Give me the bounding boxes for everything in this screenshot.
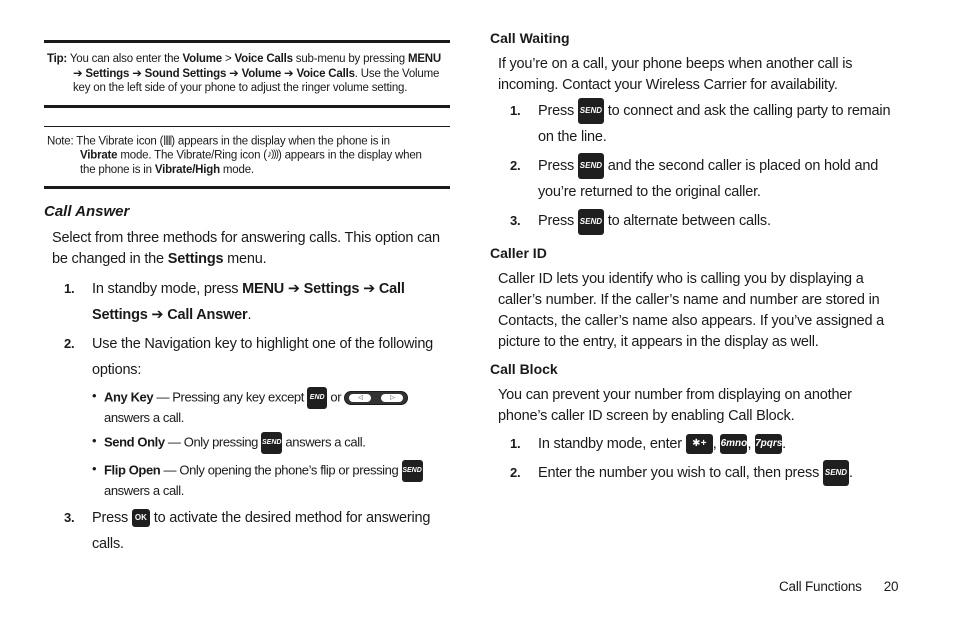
- option-text: or: [327, 389, 345, 404]
- seven-key-icon: 7pqrs: [755, 434, 782, 454]
- tip-label: Tip:: [47, 53, 68, 65]
- step-number: 1.: [510, 103, 521, 118]
- note-line-3: [47, 163, 450, 178]
- option-text: — Only pressing: [164, 434, 262, 449]
- vibrate-icon: |||||: [163, 134, 172, 146]
- step-number: 2.: [510, 158, 521, 174]
- volume-key-icon: ◁ ▷: [344, 391, 408, 405]
- tip-text: >: [221, 53, 235, 65]
- call-answer-steps: [44, 276, 450, 383]
- option-name: Send Only: [104, 434, 165, 449]
- ok-key-icon: OK: [132, 509, 150, 527]
- note-text: ) appears in the display when the phone is in: [171, 134, 390, 147]
- step-text: In standby mode, enter: [538, 435, 686, 452]
- tip-text: . Use the Volume: [354, 67, 440, 80]
- vibrate-ring-icon: ♪))): [266, 149, 278, 161]
- call-answer-heading: Call Answer: [44, 202, 130, 220]
- step-text: Enter the number you wish to call, then press: [538, 464, 823, 481]
- note-text: the phone is in: [80, 164, 155, 177]
- send-key-icon: SEND: [261, 432, 282, 454]
- option-text: answers a call.: [104, 409, 184, 425]
- star-key-icon: ✱+: [686, 434, 713, 454]
- call-block-intro: You can prevent your number from displaying on another phone’s caller ID screen by enabling Call Block.: [498, 386, 852, 424]
- step-text: Use the Navigation key to highlight one of the following options:: [92, 335, 434, 378]
- tip-text: You can also enter the: [69, 53, 183, 65]
- note-text: mode. The Vibrate/Ring icon (: [117, 149, 267, 162]
- step-number: 3.: [510, 213, 521, 229]
- option-text: — Only opening the phone’s flip or pressing: [160, 462, 402, 477]
- step-text: .: [848, 464, 853, 481]
- call-waiting-step-1: [490, 98, 900, 150]
- tip-text: sub-menu by pressing: [292, 53, 408, 65]
- option-name: Any Key: [104, 389, 154, 404]
- note-line-2: [47, 148, 450, 163]
- step-number: 3.: [64, 509, 75, 525]
- note-box: [44, 126, 450, 189]
- caller-id-body: Caller ID lets you identify who is calling you by displaying a caller’s number. If the caller’s name and number are stored in Contacts, the caller’s name also appears. If you’ve assigned a picture to the entry, it appears in the display as well.: [498, 270, 885, 350]
- separator: ,: [712, 435, 717, 452]
- tip-path: ➔ Settings ➔ Sound Settings ➔ Volume ➔ Voice Calls: [73, 67, 355, 80]
- tip-line-2: [47, 67, 450, 82]
- step-text: to alternate between calls.: [603, 213, 771, 230]
- answer-options: [44, 387, 450, 499]
- step-text: In standby mode, press: [92, 280, 243, 297]
- call-answer-step-3: [44, 505, 450, 557]
- option-send-only: [44, 432, 450, 454]
- option-text: answers a call.: [282, 434, 366, 449]
- option-text: answers a call.: [104, 482, 184, 498]
- tip-volume: Volume: [182, 53, 222, 65]
- send-key-icon: SEND: [823, 460, 849, 486]
- step-text: .: [247, 306, 252, 323]
- caller-id-heading: Caller ID: [490, 244, 547, 261]
- step-text: and the second caller is placed on hold and you’re returned to the original caller.: [538, 158, 879, 201]
- tip-voice-calls: Voice Calls: [234, 53, 293, 65]
- page-footer: [779, 579, 898, 594]
- call-block-steps: [490, 431, 900, 486]
- step-number: 2.: [510, 464, 521, 480]
- note-text: mode.: [219, 164, 254, 177]
- call-answer-steps-cont: [44, 505, 450, 557]
- tip-menu: MENU: [407, 53, 442, 65]
- intro-text: menu.: [223, 250, 267, 267]
- note-vibrate: Vibrate: [80, 149, 118, 162]
- bullet: •: [92, 387, 97, 403]
- end-key-icon: END: [307, 387, 327, 409]
- call-answer-intro: [44, 228, 450, 270]
- send-key-icon: SEND: [578, 153, 604, 179]
- step-text: to connect and ask the calling party to remain on the line.: [538, 103, 891, 146]
- option-text: — Pressing any key except: [153, 389, 308, 404]
- option-any-key: [44, 387, 450, 426]
- call-answer-step-2: [44, 331, 450, 383]
- settings-term: Settings: [167, 250, 224, 267]
- step-number: 1.: [510, 435, 521, 451]
- call-waiting-step-3: [490, 208, 900, 234]
- call-waiting-heading: Call Waiting: [490, 30, 570, 46]
- call-waiting-step-2: [490, 153, 900, 205]
- call-waiting-steps: [490, 98, 900, 235]
- send-key-icon: SEND: [402, 460, 423, 482]
- call-waiting-intro: If you’re on a call, your phone beeps when another call is incoming. Contact your Wireless Carrier for availability.: [498, 56, 853, 93]
- option-name: Flip Open: [104, 462, 161, 477]
- send-key-icon: SEND: [578, 98, 604, 124]
- step-number: 2.: [64, 335, 75, 351]
- tip-line-1: [47, 52, 450, 67]
- call-block-heading: Call Block: [490, 360, 558, 377]
- six-key-icon: 6mno: [720, 434, 747, 454]
- note-vibrate-high: Vibrate/High: [154, 164, 220, 177]
- option-flip-open: [44, 460, 450, 499]
- step-text: Press: [538, 158, 578, 175]
- bullet: •: [92, 460, 97, 476]
- note-line-1: [47, 134, 450, 149]
- intro-text: Select from three methods for answering calls. This option can be changed in the: [52, 229, 440, 267]
- call-answer-step-1: [44, 276, 450, 328]
- page-number: 20: [883, 579, 899, 594]
- step-text: Press: [538, 103, 578, 119]
- send-key-icon: SEND: [578, 209, 604, 235]
- note-text: ) appears in the display when: [277, 149, 422, 162]
- footer-section: Call Functions: [779, 579, 862, 594]
- right-column: [490, 30, 900, 486]
- call-block-step-2: [490, 460, 900, 486]
- step-text: Press: [92, 509, 132, 526]
- separator: .: [782, 435, 786, 452]
- call-block-step-1: [490, 431, 900, 457]
- note-label: Note:: [47, 134, 74, 147]
- step-number: 1.: [64, 280, 75, 296]
- left-column: [44, 40, 450, 557]
- menu-path: MENU ➔ Settings ➔ Call Settings ➔ Call Answer: [92, 280, 405, 323]
- tip-line-3: key on the left side of your phone to adjust the ringer volume setting.: [73, 82, 408, 94]
- step-text: to activate the desired method for answering calls.: [92, 509, 431, 552]
- step-text: Press: [538, 213, 578, 230]
- bullet: •: [92, 432, 97, 448]
- note-text: The Vibrate icon (: [76, 134, 164, 147]
- tip-box: [44, 40, 450, 108]
- separator: ,: [747, 435, 752, 452]
